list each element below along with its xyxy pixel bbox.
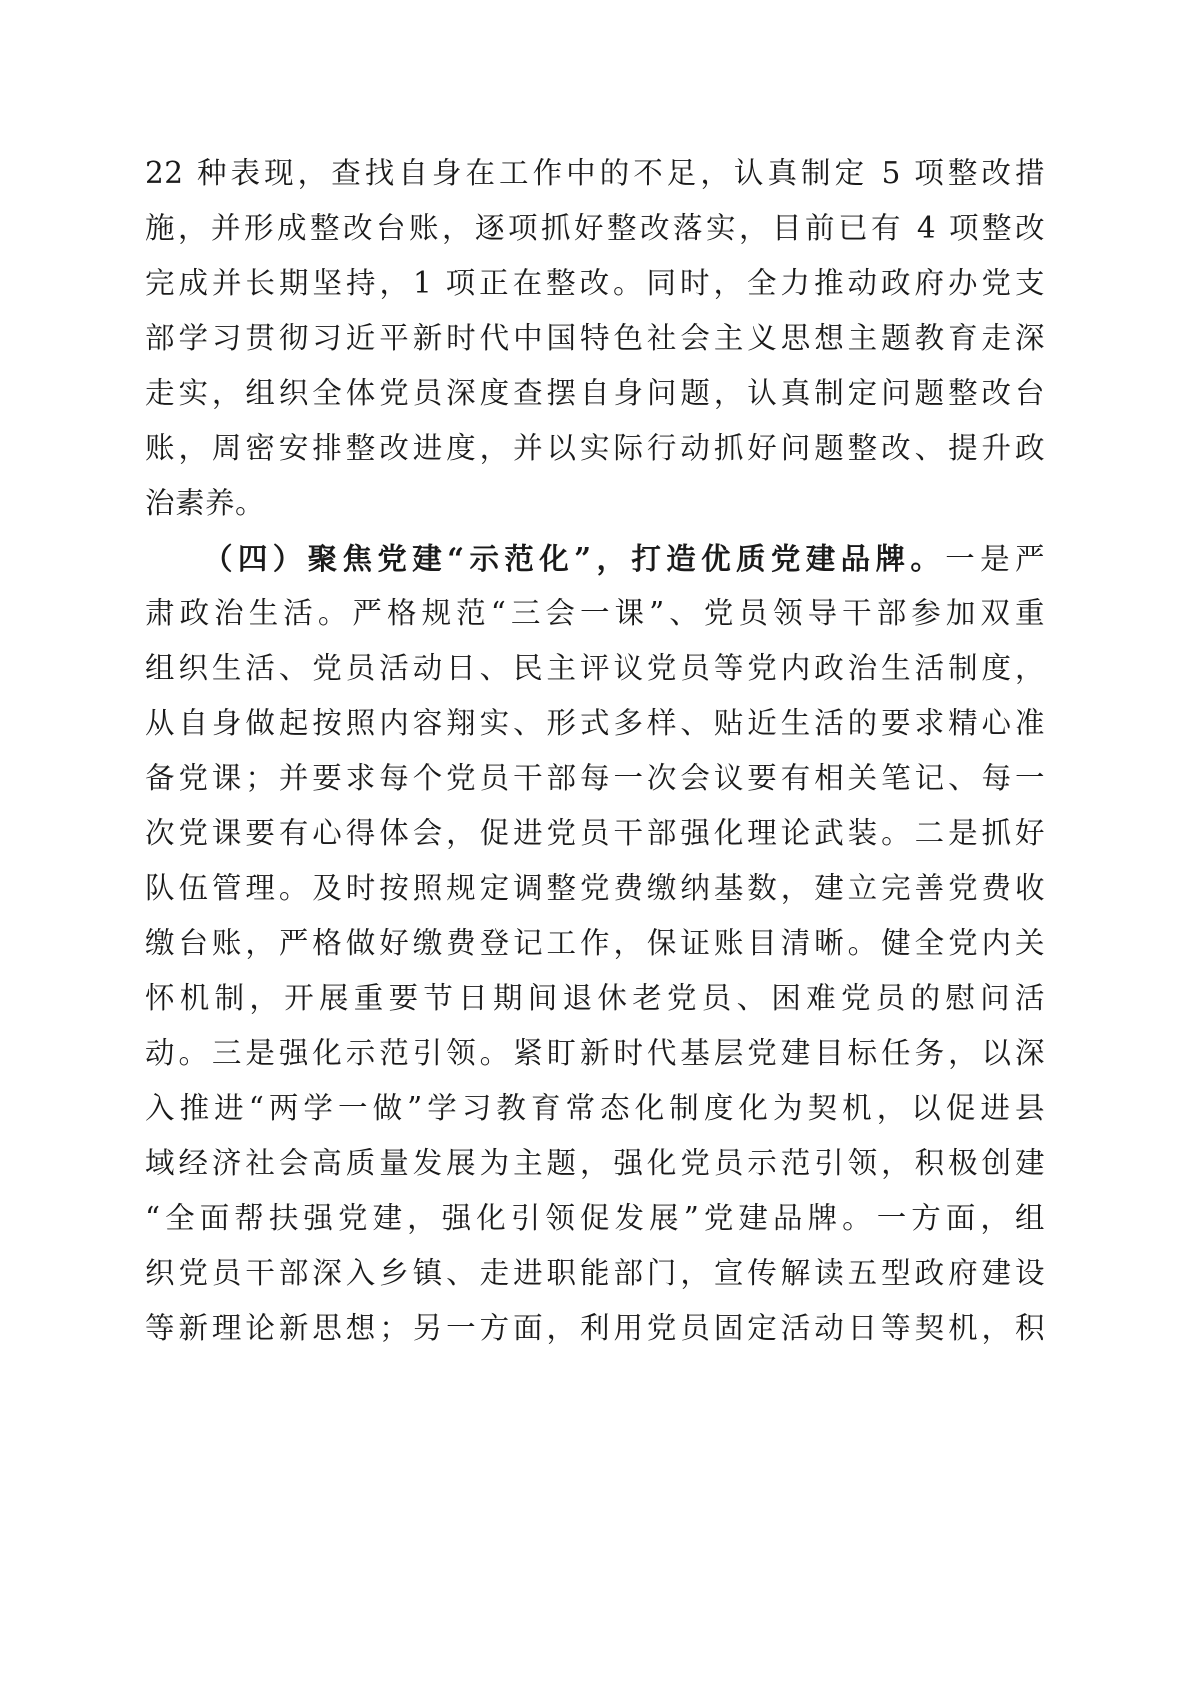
text-line: 22 种表现，查找自身在工作中的不足，认真制定 5 项整改措: [145, 156, 1045, 190]
text-line: 队伍管理。及时按照规定调整党费缴纳基数，建立完善党费收: [145, 871, 1045, 905]
text-line: 织党员干部深入乡镇、走进职能部门，宣传解读五型政府建设: [145, 1256, 1045, 1290]
text-line: 完成并长期坚持，1 项正在整改。同时，全力推动政府办党支: [145, 266, 1045, 300]
text-line: 施，并形成整改台账，逐项抓好整改落实，目前已有 4 项整改: [145, 211, 1045, 245]
text-line: 部学习贯彻习近平新时代中国特色社会主义思想主题教育走深: [145, 321, 1045, 355]
text-line: 等新理论新思想；另一方面，利用党员固定活动日等契机，积: [145, 1311, 1045, 1345]
paragraph-continuation: [145, 146, 1045, 531]
text-line: 次党课要有心得体会，促进党员干部强化理论武装。二是抓好: [145, 816, 1045, 850]
text-line: “全面帮扶强党建，强化引领促发展”党建品牌。一方面，组: [145, 1201, 1045, 1235]
paragraph-party-building: [145, 531, 1045, 1356]
text-line: 治素养。: [145, 486, 266, 520]
text-line: 域经济社会高质量发展为主题，强化党员示范引领，积极创建: [145, 1146, 1045, 1180]
paragraph-first-line: [145, 531, 1045, 586]
text-line: 怀机制，开展重要节日期间退休老党员、困难党员的慰问活: [145, 981, 1045, 1015]
text-line: 备党课；并要求每个党员干部每一次会议要有相关笔记、每一: [145, 761, 1045, 795]
text-line: 肃政治生活。严格规范“三会一课”、党员领导干部参加双重: [145, 596, 1045, 630]
text-line: 从自身做起按照内容翔实、形式多样、贴近生活的要求精心准: [145, 706, 1045, 740]
text-line: 组织生活、党员活动日、民主评议党员等党内政治生活制度，: [145, 651, 1045, 685]
heading-line-rest: 一是严: [945, 542, 1045, 576]
document-body: [145, 146, 1045, 1356]
section-heading: （四）聚焦党建“示范化”，打造优质党建品牌。: [203, 541, 946, 576]
text-line: 缴台账，严格做好缴费登记工作，保证账目清晰。健全党内关: [145, 926, 1045, 960]
text-line: 账，周密安排整改进度，并以实际行动抓好问题整改、提升政: [145, 431, 1045, 465]
text-line: 入推进“两学一做”学习教育常态化制度化为契机，以促进县: [145, 1091, 1045, 1125]
text-line: 走实，组织全体党员深度查摆自身问题，认真制定问题整改台: [145, 376, 1045, 410]
text-line: 动。三是强化示范引领。紧盯新时代基层党建目标任务，以深: [145, 1036, 1045, 1070]
